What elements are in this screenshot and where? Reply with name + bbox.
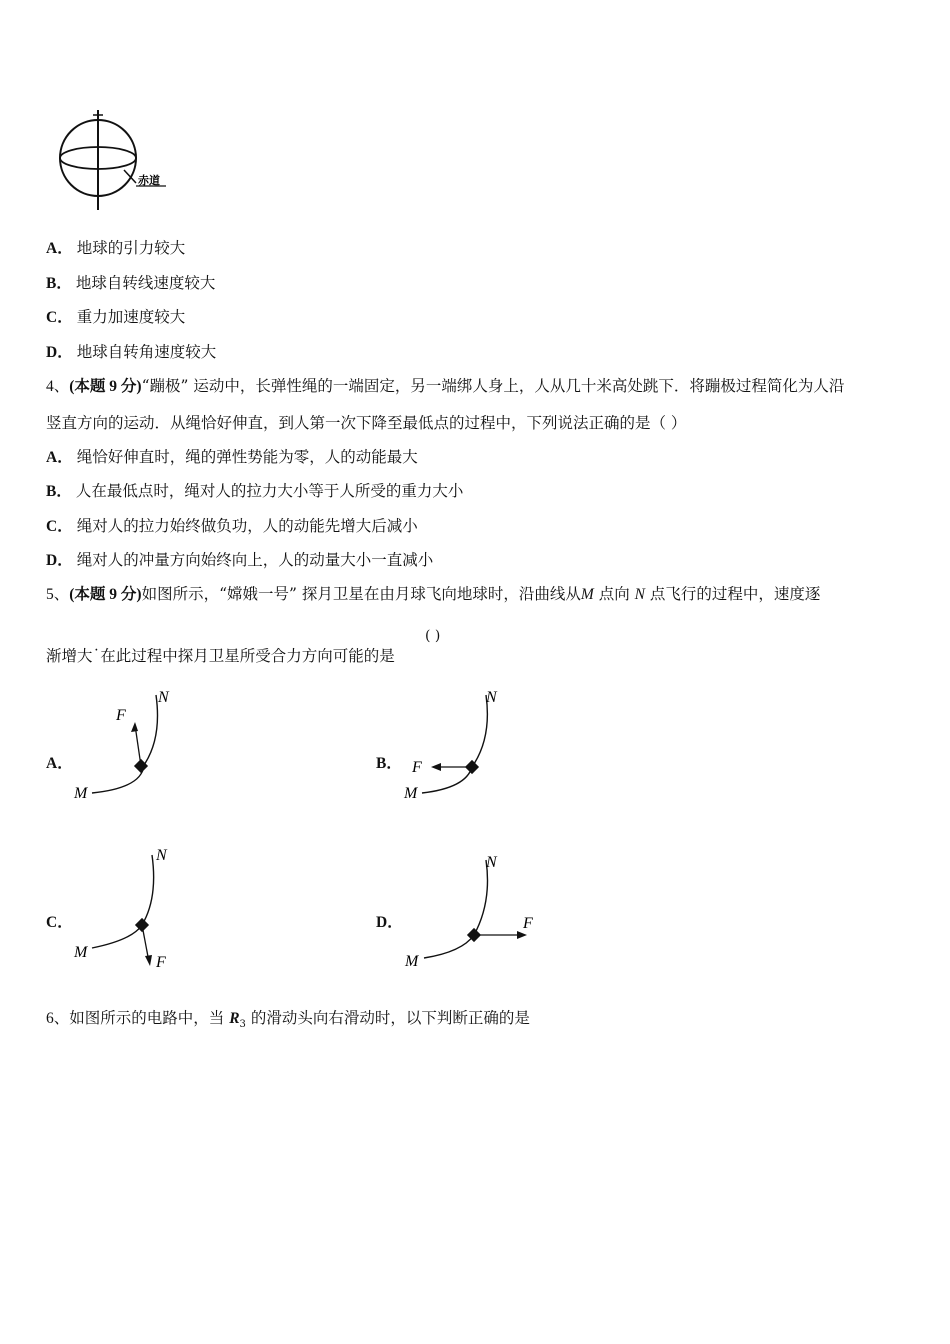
trajectory-curve (422, 695, 487, 793)
force-arrowhead (517, 931, 527, 939)
q5-option-d-figure[interactable] (400, 840, 550, 970)
end-point-label: N (158, 689, 169, 706)
q4-option-d[interactable]: D． 绳对人的冲量方向始终向上，人的动量大小一直减小 (46, 551, 434, 569)
q3-option-d[interactable]: D． 地球自转角速度较大 (46, 343, 217, 361)
force-arrowhead (131, 722, 138, 732)
q5-stem-line1: 5、(本题 9 分)如图所示，“嫦娥一号” 探月卫星在由月球飞向地球时，沿曲线从M 点向 N 点飞行的过程中，速度逐 (46, 585, 821, 603)
force-arrowhead (145, 955, 152, 966)
q4-stem-line1: 4、(本题 9 分)“蹦极” 运动中，长弹性绳的一端固定，另一端绑人身上，人从几十米高处跳下．将蹦极过程简化为人沿 (46, 377, 845, 395)
q5-option-c-label[interactable]: C． (46, 914, 73, 931)
start-point-label: M (405, 953, 419, 970)
globe-icon (54, 108, 174, 212)
q5-option-b-label[interactable]: B． (376, 755, 402, 772)
q5-option-a-label[interactable]: A． (46, 755, 73, 772)
q4-stem-line2: 竖直方向的运动．从绳恰好伸直，到人第一次下降至最低点的过程中，下列说法正确的是（ ） (46, 414, 687, 432)
equator-label: 赤道 (138, 174, 160, 187)
start-point-label: M (74, 944, 88, 961)
end-point-label: N (486, 689, 497, 706)
start-point-label: M (404, 785, 418, 802)
q6-stem: 6、如图所示的电路中，当 $R_3$ 的滑动头向右滑动时，以下判断正确的是 (46, 1009, 530, 1031)
q4-option-b[interactable]: B． 人在最低点时，绳对人的拉力大小等于人所受的重力大小 (46, 482, 464, 500)
force-label: F (412, 759, 422, 776)
globe-figure (54, 108, 174, 212)
q3-option-b[interactable]: B． 地球自转线速度较大 (46, 274, 216, 292)
q5-option-d-label[interactable]: D． (376, 914, 403, 931)
start-point-label: M (74, 785, 88, 802)
q3-option-c[interactable]: C． 重力加速度较大 (46, 308, 186, 326)
q5-option-c-figure[interactable] (70, 840, 200, 970)
q4-option-a[interactable]: A． 绳恰好伸直时，绳的弹性势能为零，人的动能最大 (46, 448, 418, 466)
q3-option-a[interactable]: A． 地球的引力较大 (46, 239, 186, 257)
force-label: F (116, 707, 126, 724)
trajectory-curve (424, 860, 488, 958)
q5-stem-line2: 渐增大˙在此过程中探月卫星所受合力方向可能的是 (46, 647, 395, 665)
end-point-label: N (486, 854, 497, 871)
force-label: F (523, 915, 533, 932)
force-label: F (156, 954, 166, 970)
q5-option-a-figure[interactable] (70, 680, 200, 805)
q4-option-c[interactable]: C． 绳对人的拉力始终做负功，人的动能先增大后减小 (46, 517, 418, 535)
q5-answer-bracket: ( ) (425, 628, 441, 644)
trajectory-curve (92, 855, 154, 948)
q5-option-b-figure[interactable] (400, 680, 530, 805)
end-point-label: N (156, 847, 167, 864)
force-arrowhead (431, 763, 441, 771)
